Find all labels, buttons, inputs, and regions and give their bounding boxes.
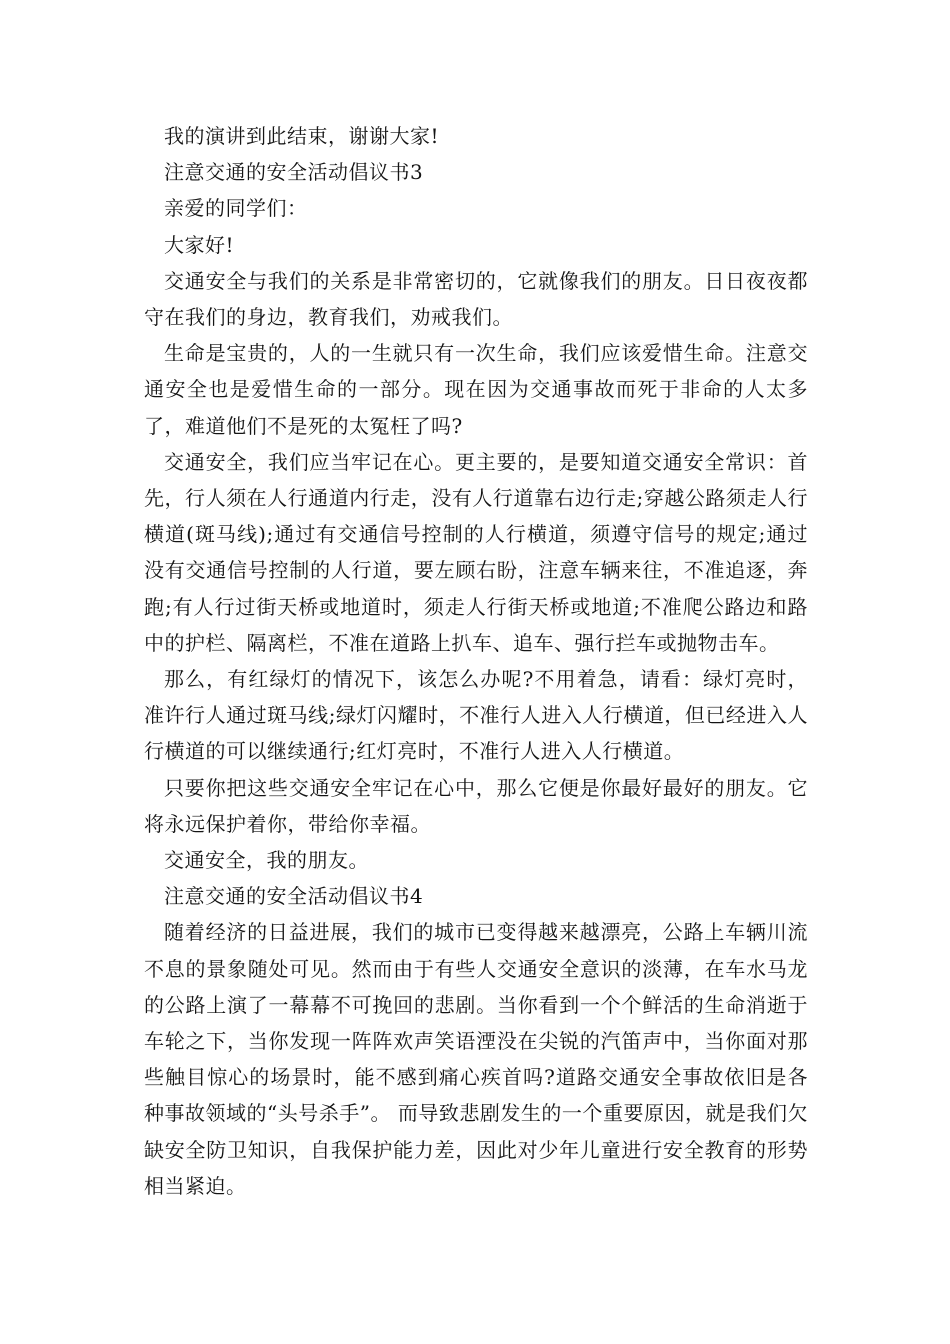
body-paragraph: 生命是宝贵的，人的一生就只有一次生命，我们应该爱惜生命。注意交通安全也是爱惜生命的一部分。现在因为交通事故而死于非命的人太多了，难道他们不是死的太冤枉了吗? — [144, 341, 808, 438]
section-title-4: 注意交通的安全活动倡议书4 — [164, 884, 424, 909]
body-paragraph: 只要你把这些交通安全牢记在心中，那么它便是你最好最好的朋友。它将永远保护着你，带给你幸福。 — [144, 775, 808, 836]
closing-line: 我的演讲到此结束，谢谢大家! — [164, 124, 440, 148]
body-paragraph: 交通安全，我的朋友。 — [164, 848, 369, 873]
body-paragraph: 那么，有红绿灯的情况下，该怎么办呢?不用着急，请看：绿灯亮时，准许行人通过斑马线;绿灯闪耀时，不准行人进入人行横道，但已经进入人行横道的可以继续通行;红灯亮时，不准行人进入人行横道。 — [144, 667, 808, 764]
salutation: 亲爱的同学们： — [164, 196, 308, 221]
section-title-3: 注意交通的安全活动倡议书3 — [164, 160, 424, 185]
document-body — [144, 118, 808, 1204]
body-paragraph: 交通安全，我们应当牢记在心。更主要的，是要知道交通安全常识：首先，行人须在人行通道内行走，没有人行道靠右边行走;穿越公路须走人行横道(斑马线);通过有交通信号控制的人行横道，须遵守信号的规定;通过没有交通信号控制的人行道，要左顾右盼，注意车辆来往，不准追逐，奔跑;有人行过街天桥或地道时，须走人行街天桥或地道;不准爬公路边和路中的护栏、隔离栏，不准在道路上扒车、追车、强行拦车或抛物击车。 — [144, 449, 808, 655]
body-paragraph: 交通安全与我们的关系是非常密切的，它就像我们的朋友。日日夜夜都守在我们的身边，教育我们，劝戒我们。 — [144, 268, 808, 330]
greeting: 大家好! — [164, 232, 235, 257]
body-paragraph: 随着经济的日益进展，我们的城市已变得越来越漂亮，公路上车辆川流不息的景象随处可见。然而由于有些人交通安全意识的淡薄，在车水马龙的公路上演了一幕幕不可挽回的悲剧。当你看到一个个鲜活的生命消逝于车轮之下，当你发现一阵阵欢声笑语湮没在尖锐的汽笛声中，当你面对那些触目惊心的场景时，能不感到痛心疾首吗?道路交通安全事故依旧是各种事故领域的“头号杀手”。 而导致悲剧发生的一个重要原因，就是我们欠缺安全防卫知识，自我保护能力差，因此对少年儿童进行安全教育的形势相当紧迫。 — [144, 920, 808, 1198]
